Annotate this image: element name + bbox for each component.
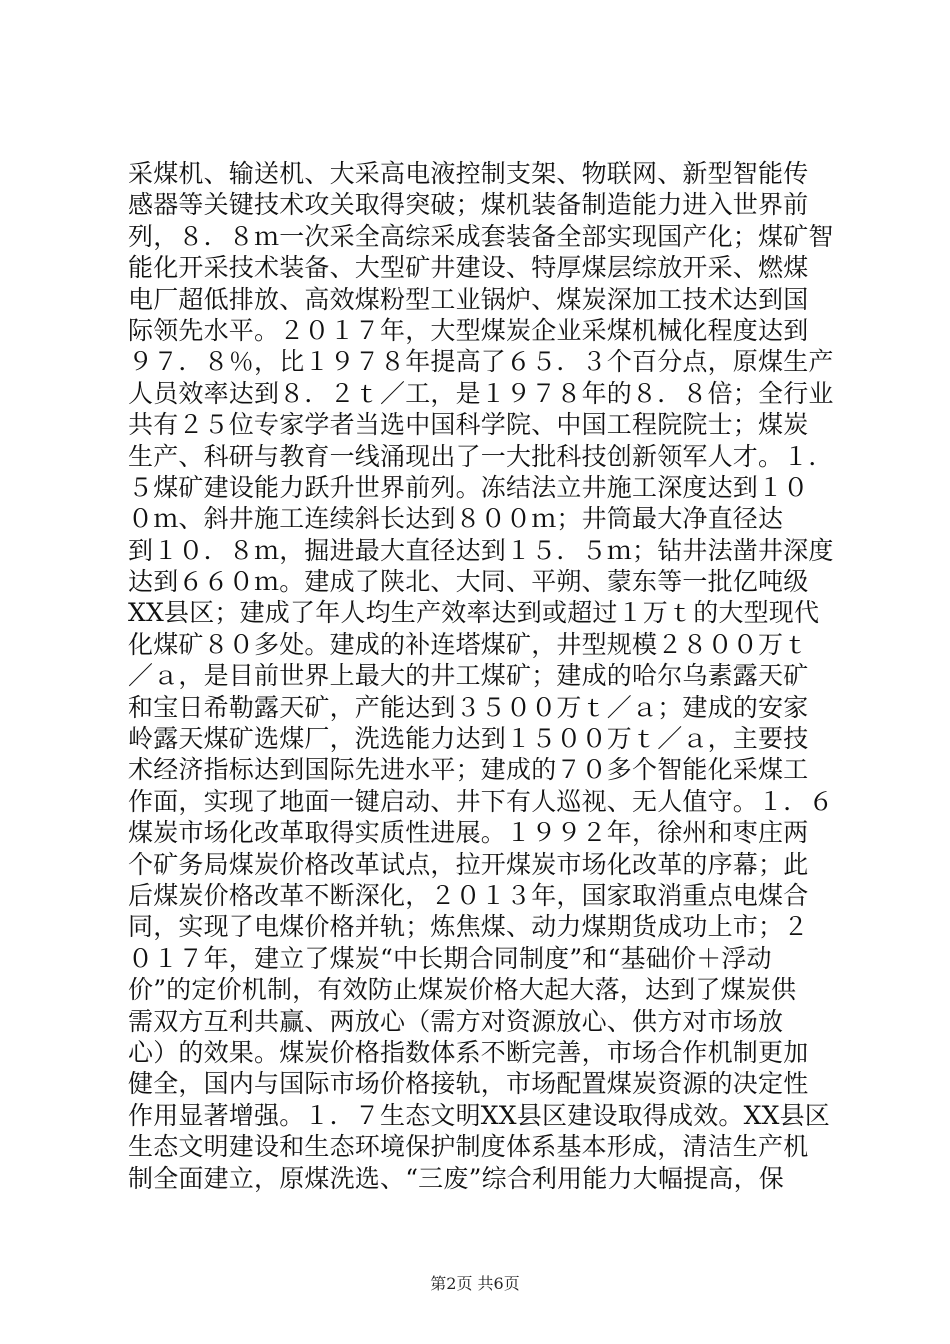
text-line: 生态文明建设和生态环境保护制度体系基本形成，清洁生产机 [128,1132,809,1162]
text-line: 后煤炭价格改革不断深化，２０１３年，国家取消重点电煤合 [128,880,809,910]
text-line: 岭露天煤矿选煤厂，洗选能力达到１５００万ｔ／ａ，主要技 [128,724,809,754]
text-line: ５煤矿建设能力跃升世界前列。冻结法立井施工深度达到１０ [128,472,809,502]
text-line: 人员效率达到８．２ｔ／工，是１９７８年的８．８倍；全行业 [128,378,834,408]
text-line: 列，８．８ｍ一次采全高综采成套装备全部实现国产化；煤矿智 [128,221,834,251]
text-line: 需双方互利共赢、两放心（需方对资源放心、供方对市场放 [128,1006,784,1036]
text-line: ９７．８％，比１９７８年提高了６５．３个百分点，原煤生产 [128,347,834,377]
text-line: ０ｍ、斜井施工连续斜长达到８００ｍ；井筒最大净直径达 [128,504,784,534]
text-line: 感器等关键技术攻关取得突破；煤机装备制造能力进入世界前 [128,190,809,220]
text-line: 作用显著增强。１．７生态文明XX县区建设取得成效。XX县区 [128,1100,830,1130]
text-line: 化煤矿８０多处。建成的补连塔煤矿，井型规模２８００万ｔ [128,629,809,659]
text-line: ／ａ，是目前世界上最大的井工煤矿；建成的哈尔乌素露天矿 [128,661,809,691]
page-footer: 第2页 共6页 [430,1274,520,1293]
text-line: 同，实现了电煤价格并轨；炼焦煤、动力煤期货成功上市；２ [128,912,809,942]
text-line: 共有２５位专家学者当选中国科学院、中国工程院院士；煤炭 [128,410,809,440]
text-line: 价”的定价机制，有效防止煤炭价格大起大落，达到了煤炭供 [128,975,797,1005]
text-line: 煤炭市场化改革取得实质性进展。１９９２年，徐州和枣庄两 [128,818,809,848]
text-line: 和宝日希勒露天矿，产能达到３５００万ｔ／ａ；建成的安家 [128,692,809,722]
text-line: ０１７年，建立了煤炭“中长期合同制度”和“基础价＋浮动 [128,943,772,973]
body-text [128,158,834,1194]
text-line: 心）的效果。煤炭价格指数体系不断完善，市场合作机制更加 [128,1037,809,1067]
text-line: 达到６６０ｍ。建成了陕北、大同、平朔、蒙东等一批亿吨级 [128,567,809,597]
text-line: 电厂超低排放、高效煤粉型工业锅炉、煤炭深加工技术达到国 [128,284,809,314]
text-line: 制全面建立，原煤洗选、“三废”综合利用能力大幅提高，保 [128,1163,784,1193]
text-line: 际领先水平。２０１７年，大型煤炭企业采煤机械化程度达到 [128,315,809,345]
text-line: 个矿务局煤炭价格改革试点，拉开煤炭市场化改革的序幕；此 [128,849,809,879]
text-line: 作面，实现了地面一键启动、井下有人巡视、无人值守。１．６ [128,786,834,816]
text-line: 生产、科研与教育一线涌现出了一大批科技创新领军人才。１． [128,441,834,471]
text-line: 采煤机、输送机、大采高电液控制支架、物联网、新型智能传 [128,159,809,188]
text-line: XX县区；建成了年人均生产效率达到或超过１万ｔ的大型现代 [128,598,820,628]
text-line: 能化开采技术装备、大型矿井建设、特厚煤层综放开采、燃煤 [128,253,809,283]
text-line: 到１０．８ｍ，掘进最大直径达到１５．５ｍ；钻井法凿井深度 [128,535,834,565]
text-line: 健全，国内与国际市场价格接轨，市场配置煤炭资源的决定性 [128,1069,809,1099]
text-line: 术经济指标达到国际先进水平；建成的７０多个智能化采煤工 [128,755,809,785]
